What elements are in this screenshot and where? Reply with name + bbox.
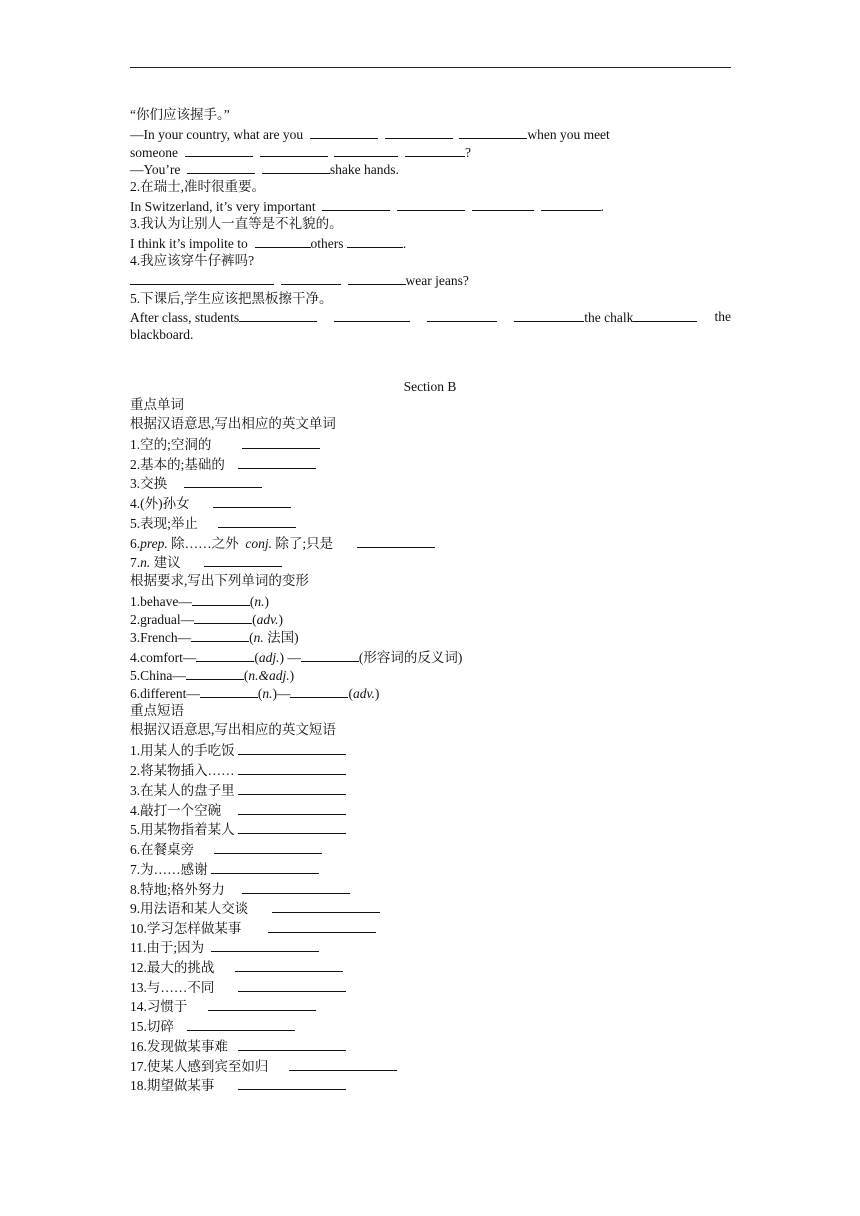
answer-blank[interactable] (191, 628, 249, 642)
form-item: 6.different— (n.)— (adv.) (130, 686, 380, 701)
answer-blank[interactable] (238, 978, 346, 992)
form-item: 1.behave— (n.) (130, 594, 269, 609)
phrase-item: 18.期望做某事 (130, 1076, 346, 1094)
answer-blank[interactable] (334, 143, 398, 157)
phrase-item: 5.用某物指着某人 (130, 820, 346, 838)
answer-blank[interactable] (541, 197, 601, 211)
answer-blank[interactable] (238, 1076, 346, 1090)
q4-english: wear jeans? (130, 271, 469, 289)
word-item: 7.n. 建议 (130, 553, 282, 571)
phrase-item: 12.最大的挑战 (130, 958, 343, 976)
answer-blank[interactable] (397, 197, 465, 211)
q5-english: After class, students the chalk the (130, 309, 731, 325)
answer-blank[interactable] (290, 684, 348, 698)
answer-blank[interactable] (235, 958, 343, 972)
answer-blank[interactable] (514, 308, 584, 322)
answer-blank[interactable] (194, 610, 252, 624)
answer-blank[interactable] (242, 880, 350, 894)
answer-blank[interactable] (334, 308, 410, 322)
q3-chinese: 3.我认为让别人一直等是不礼貌的。 (130, 216, 343, 231)
answer-blank[interactable] (238, 801, 346, 815)
phrase-item: 16.发现做某事难 (130, 1037, 346, 1055)
q1-line-b: someone ? (130, 145, 471, 160)
answer-blank[interactable] (260, 143, 328, 157)
phrase-item: 2.将某物插入…… (130, 761, 346, 779)
forms-instruction: 根据要求,写出下列单词的变形 (130, 573, 309, 588)
header-rule (130, 67, 731, 68)
phrase-item: 9.用法语和某人交谈 (130, 899, 380, 917)
q2-english: In Switzerland, it’s very important . (130, 199, 604, 214)
answer-blank[interactable] (213, 494, 291, 508)
answer-blank[interactable] (192, 592, 250, 606)
answer-blank[interactable] (238, 1037, 346, 1051)
section-title: Section B (403, 379, 457, 394)
answer-blank[interactable] (427, 308, 497, 322)
form-item: 3.French— (n. 法国) (130, 630, 299, 645)
answer-blank[interactable] (459, 125, 527, 139)
word-item: 3.交换 (130, 474, 262, 492)
answer-blank[interactable] (262, 160, 330, 174)
word-item: 5.表现;举止 (130, 514, 296, 532)
answer-blank[interactable] (238, 741, 346, 755)
phrases-heading: 重点短语 (130, 703, 184, 718)
q3-english: I think it’s impolite to others . (130, 236, 407, 251)
answer-blank[interactable] (310, 125, 378, 139)
answer-blank[interactable] (255, 234, 311, 248)
answer-blank[interactable] (472, 197, 534, 211)
word-item: 2.基本的;基础的 (130, 455, 316, 473)
q5-chinese: 5.下课后,学生应该把黑板擦干净。 (130, 291, 333, 306)
answer-blank[interactable] (238, 820, 346, 834)
phrase-item: 7.为……感谢 (130, 860, 319, 878)
word-item: 4.(外)孙女 (130, 494, 291, 512)
answer-blank[interactable] (239, 308, 317, 322)
form-item: 5.China— (n.&adj.) (130, 668, 295, 683)
q5-english-cont: blackboard. (130, 327, 194, 342)
answer-blank[interactable] (238, 455, 316, 469)
q2-chinese: 2.在瑞士,准时很重要。 (130, 179, 265, 194)
answer-blank[interactable] (405, 143, 465, 157)
answer-blank[interactable] (289, 1057, 397, 1071)
answer-blank[interactable] (200, 684, 258, 698)
answer-blank[interactable] (186, 666, 244, 680)
answer-blank[interactable] (272, 899, 380, 913)
answer-blank[interactable] (187, 1017, 295, 1031)
phrase-item: 1.用某人的手吃饭 (130, 741, 346, 759)
answer-blank[interactable] (184, 474, 262, 488)
phrase-item: 13.与……不同 (130, 978, 346, 996)
answer-blank[interactable] (348, 271, 406, 285)
phrase-item: 8.特地;格外努力 (130, 880, 350, 898)
answer-blank[interactable] (357, 534, 435, 548)
phrase-item: 11.由于;因为 (130, 938, 319, 956)
q1-chinese: “你们应该握手。” (130, 107, 230, 122)
answer-blank[interactable] (268, 919, 376, 933)
answer-blank[interactable] (322, 197, 390, 211)
q4-chinese: 4.我应该穿牛仔裤吗? (130, 253, 255, 268)
phrase-item: 3.在某人的盘子里 (130, 781, 346, 799)
answer-blank[interactable] (211, 860, 319, 874)
answer-blank[interactable] (301, 648, 359, 662)
answer-blank[interactable] (218, 514, 296, 528)
phrase-item: 10.学习怎样做某事 (130, 919, 376, 937)
answer-blank[interactable] (633, 308, 697, 322)
answer-blank[interactable] (130, 271, 202, 285)
answer-blank[interactable] (204, 553, 282, 567)
phrases-instruction: 根据汉语意思,写出相应的英文短语 (130, 722, 336, 737)
word-item: 6.prep. 除……之外 conj. 除了;只是 (130, 534, 435, 552)
answer-blank[interactable] (385, 125, 453, 139)
answer-blank[interactable] (185, 143, 253, 157)
phrase-item: 4.敲打一个空碗 (130, 801, 346, 819)
phrase-item: 14.习惯于 (130, 997, 316, 1015)
words-heading: 重点单词 (130, 397, 184, 412)
answer-blank[interactable] (281, 271, 341, 285)
answer-blank[interactable] (347, 234, 403, 248)
q1-line-c: —You’re shake hands. (130, 162, 399, 177)
answer-blank[interactable] (238, 781, 346, 795)
answer-blank[interactable] (211, 938, 319, 952)
answer-blank[interactable] (214, 840, 322, 854)
form-item: 4.comfort— (adj.) — (形容词的反义词) (130, 650, 463, 665)
answer-blank[interactable] (187, 160, 255, 174)
answer-blank[interactable] (238, 761, 346, 775)
phrase-item: 17.使某人感到宾至如归 (130, 1057, 397, 1075)
form-item: 2.gradual— (adv.) (130, 612, 283, 627)
words-instruction: 根据汉语意思,写出相应的英文单词 (130, 416, 336, 431)
phrase-item: 15.切碎 (130, 1017, 295, 1035)
answer-blank[interactable] (208, 997, 316, 1011)
answer-blank[interactable] (242, 435, 320, 449)
answer-blank[interactable] (202, 271, 274, 285)
answer-blank[interactable] (196, 648, 254, 662)
phrase-item: 6.在餐桌旁 (130, 840, 322, 858)
q1-line-a: —In your country, what are you when you meet (130, 127, 610, 142)
word-item: 1.空的;空洞的 (130, 435, 320, 453)
